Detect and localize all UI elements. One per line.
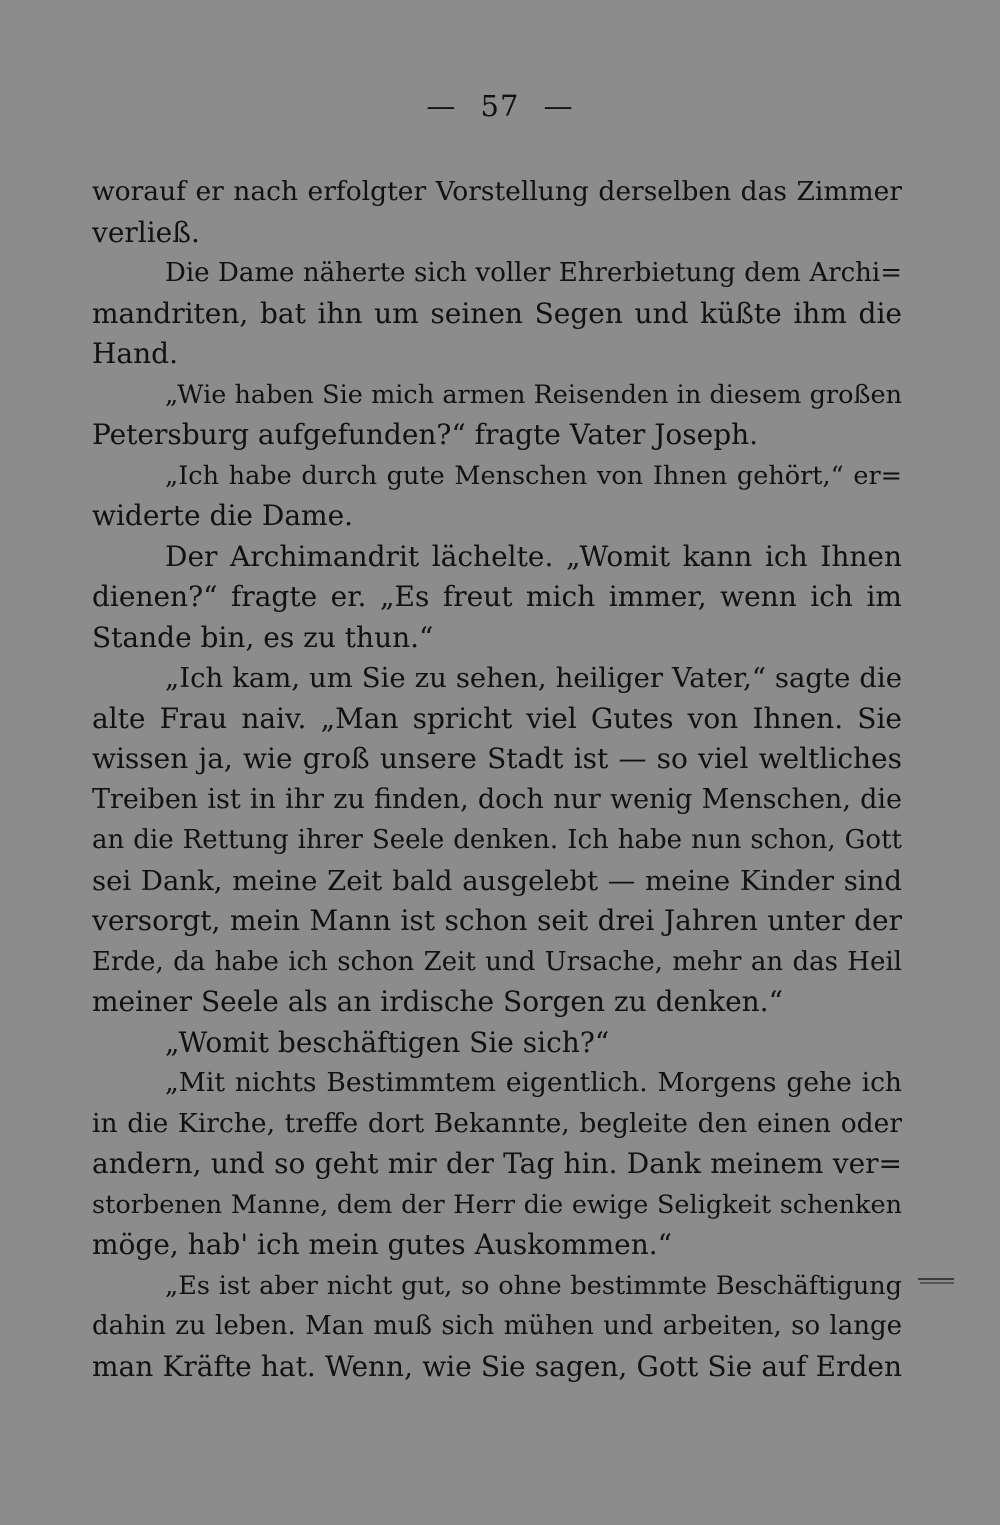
text-line: an die Rettung ihrer Seele denken. Ich habe nun schon, Gott (92, 825, 902, 855)
text-line: Erde, da habe ich schon Zeit und Ursache, mehr an das Heil (92, 946, 902, 977)
text-line: mandriten, bat ihn um seinen Segen und küßte ihm die (92, 296, 902, 330)
text-line: in die Kirche, treffe dort Bekannte, begleite den einen oder (92, 1107, 902, 1139)
text-line: man Kräfte hat. Wenn, wie Sie sagen, Gott Sie auf Erden (92, 1349, 902, 1383)
text-line: Der Archimandrit lächelte. „Womit kann ich Ihnen (165, 539, 902, 573)
text-line: widerte die Dame. (92, 499, 354, 532)
text-line: „Es ist aber nicht gut, so ohne bestimmte Beschäftigung (165, 1270, 902, 1301)
text-line: sei Dank, meine Zeit bald ausgelebt — meine Kinder sind (92, 864, 902, 897)
text-line: meiner Seele als an irdische Sorgen zu denken.“ (92, 985, 783, 1018)
text-line: möge, hab' ich mein gutes Auskommen.“ (92, 1228, 672, 1261)
text-line: dienen?“ fragte er. „Es freut mich immer, wenn ich im (92, 580, 902, 613)
text-line: Hand. (92, 337, 178, 370)
text-line: „Ich kam, um Sie zu sehen, heiliger Vater,“ sagte die (165, 662, 902, 694)
text-line: worauf er nach erfolgter Vorstellung derselben das Zimmer (92, 176, 902, 207)
margin-scan-mark (916, 1262, 956, 1302)
text-line: „Mit nichts Bestimmtem eigentlich. Morgens gehe ich (165, 1067, 902, 1098)
text-line: Treiben ist in ihr zu finden, doch nur wenig Menschen, die (92, 783, 902, 815)
text-line: Stande bin, es zu thun.“ (92, 620, 434, 654)
text-line: alte Frau naiv. „Man spricht viel Gutes von Ihnen. Sie (92, 701, 902, 735)
text-line: verließ. (92, 215, 200, 249)
text-line: „Womit beschäftigen Sie sich?“ (165, 1025, 610, 1059)
text-line: „Ich habe durch gute Menschen von Ihnen gehört,“ er= (165, 460, 902, 491)
text-line: Petersburg aufgefunden?“ fragte Vater Joseph. (92, 418, 759, 451)
text-line: „Wie haben Sie mich armen Reisenden in diesem großen (165, 379, 902, 410)
text-line: Die Dame näherte sich voller Ehrerbietung dem Archi= (165, 258, 902, 288)
text-line: versorgt, mein Mann ist schon seit drei Jahren unter der (92, 904, 902, 937)
page-body-text (92, 172, 902, 1387)
text-line: storbenen Manne, dem der Herr die ewige Seligkeit schenken (92, 1189, 902, 1220)
text-line: dahin zu leben. Man muß sich mühen und arbeiten, so lange (92, 1311, 902, 1341)
text-line: wissen ja, wie groß unsere Stadt ist — so viel weltliches (92, 742, 902, 775)
page-number-header: — 57 — (426, 89, 574, 123)
text-line: andern, und so geht mir der Tag hin. Dank meinem ver= (92, 1147, 902, 1180)
